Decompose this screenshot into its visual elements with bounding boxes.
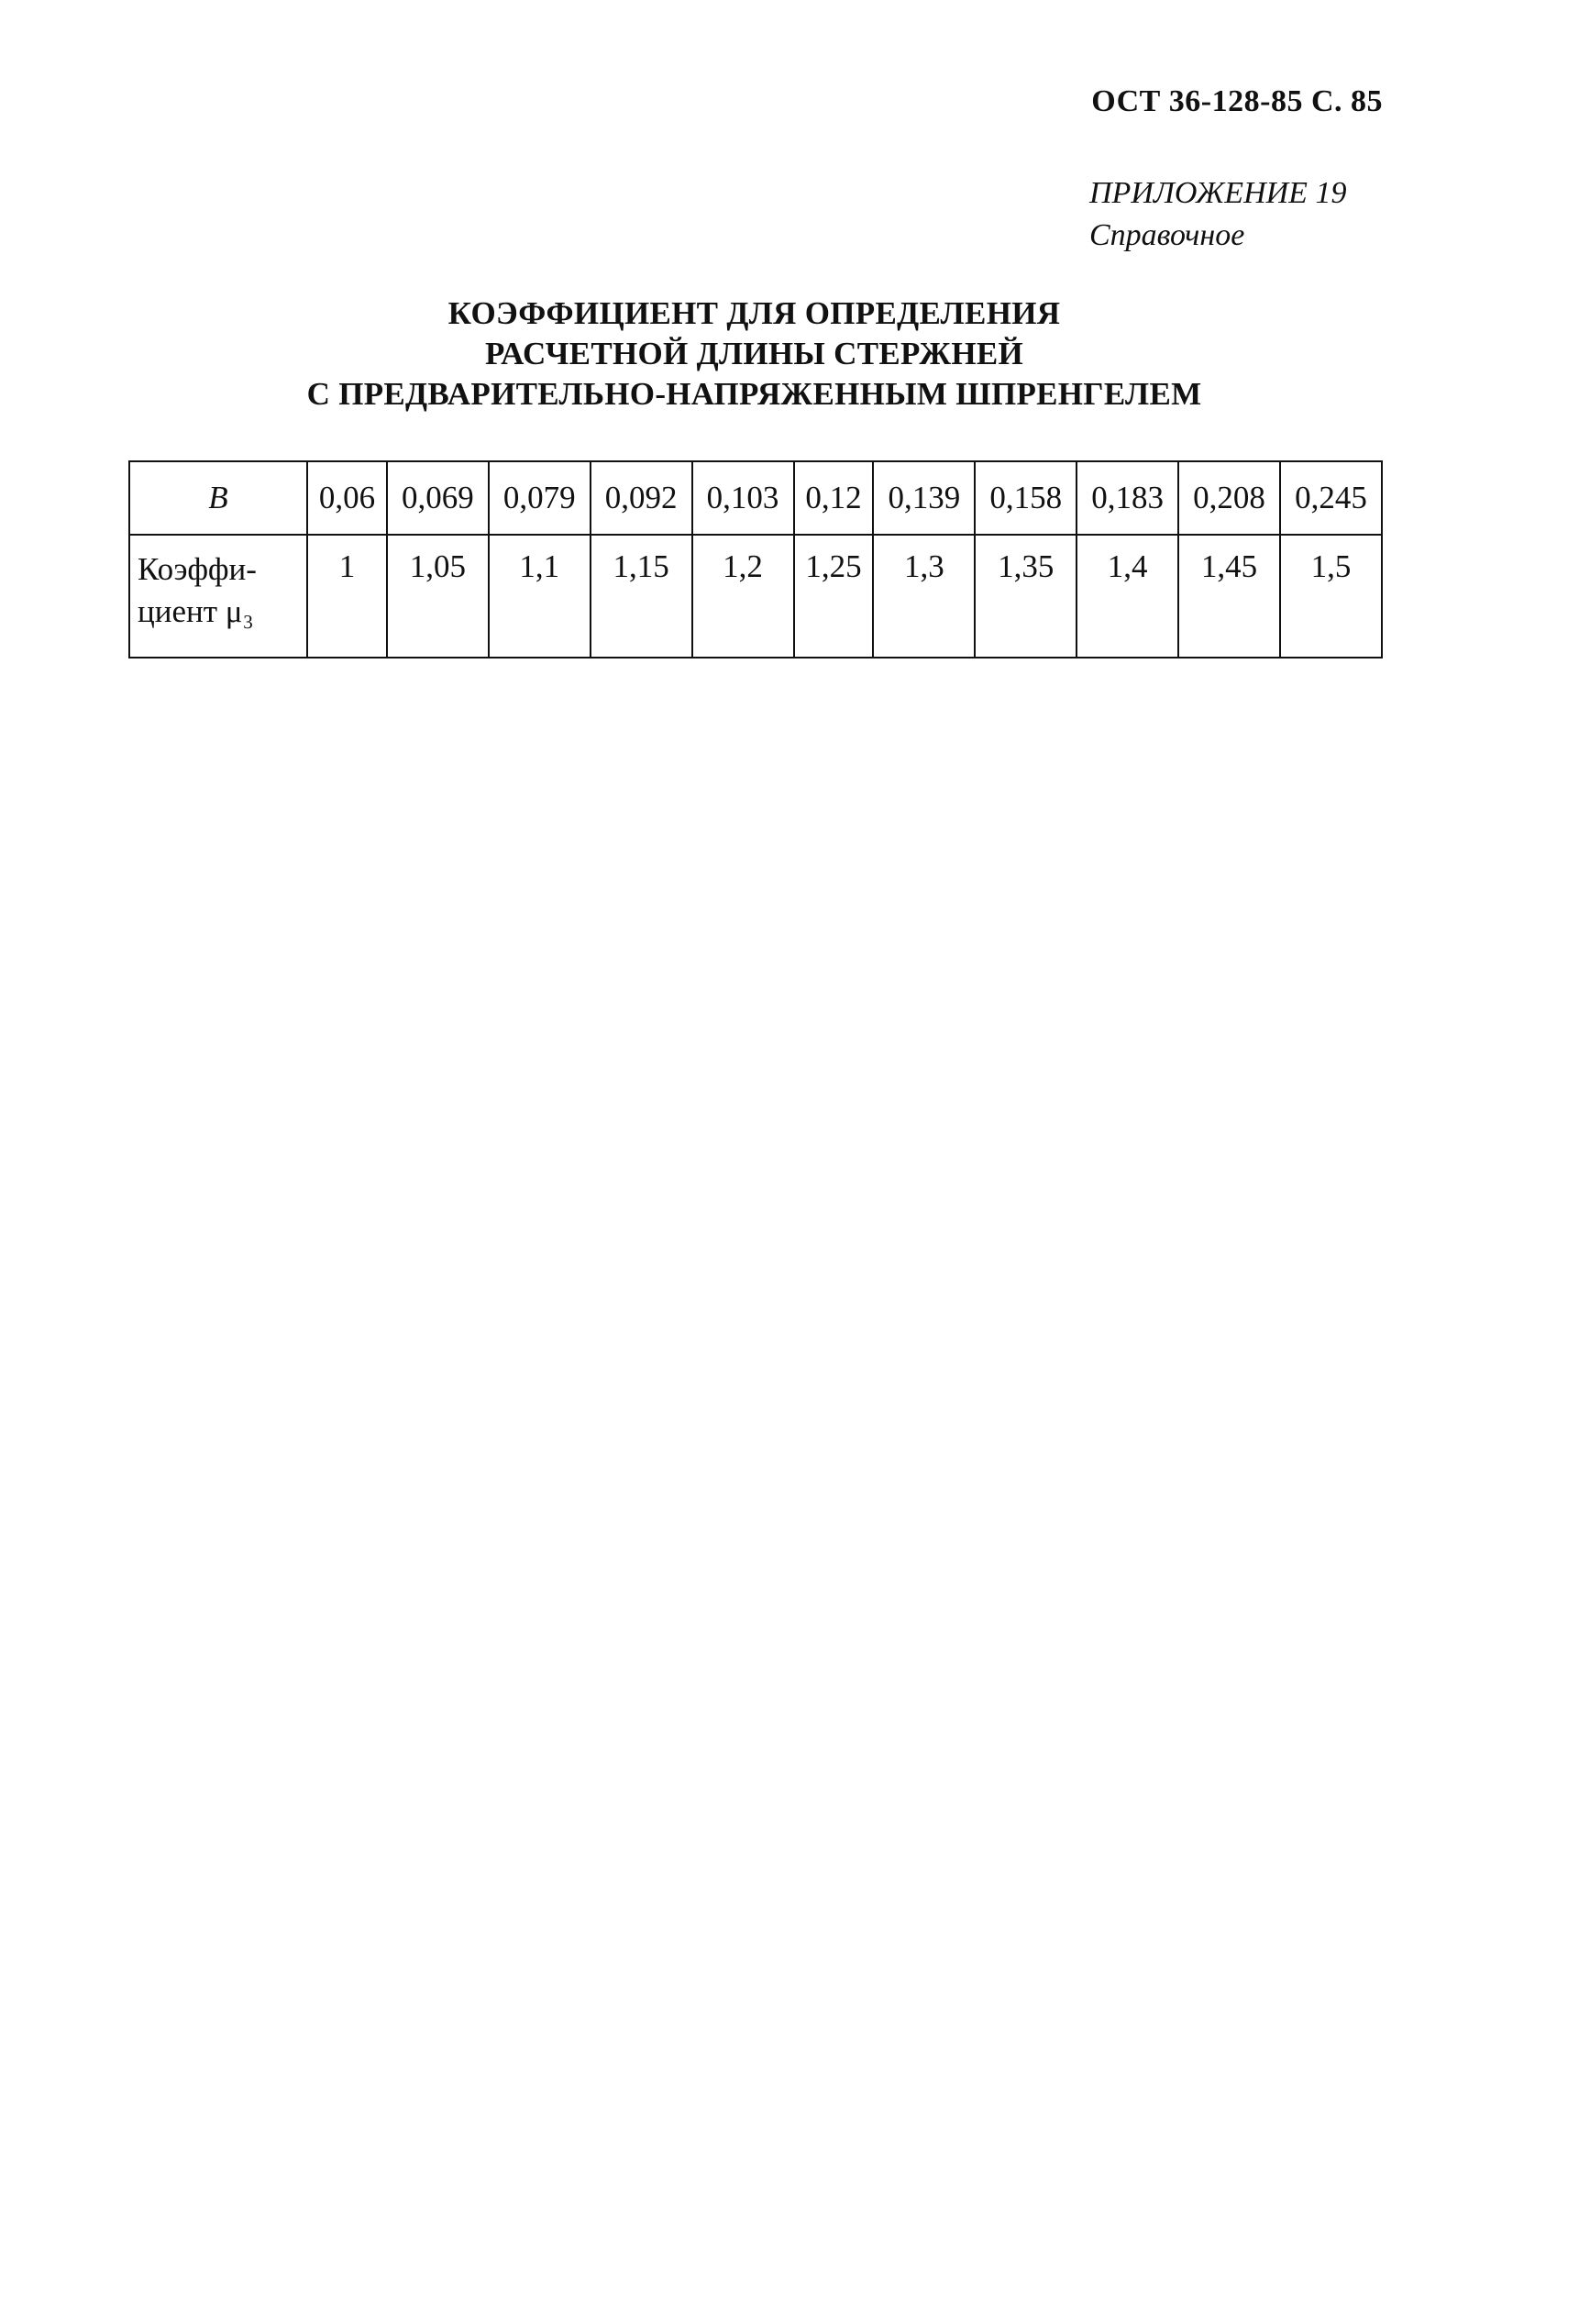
b-value-cell: 0,158 bbox=[975, 461, 1077, 535]
table-row-coefficient bbox=[129, 535, 1382, 658]
coef-value-cell: 1,05 bbox=[387, 535, 489, 658]
b-value-cell: 0,139 bbox=[873, 461, 975, 535]
title-line-2: РАСЧЕТНОЙ ДЛИНЫ СТЕРЖНЕЙ bbox=[484, 336, 1024, 371]
table-row-b bbox=[129, 461, 1382, 535]
b-value-cell: 0,208 bbox=[1178, 461, 1280, 535]
coef-value-cell: 1,45 bbox=[1178, 535, 1280, 658]
coef-value-cell: 1,25 bbox=[794, 535, 874, 658]
b-value-cell: 0,06 bbox=[307, 461, 387, 535]
coef-value-cell: 1,1 bbox=[489, 535, 591, 658]
b-value-cell: 0,079 bbox=[489, 461, 591, 535]
b-value-cell: 0,183 bbox=[1077, 461, 1178, 535]
title-line-3: С ПРЕДВАРИТЕЛЬНО-НАПРЯЖЕННЫМ ШПРЕНГЕЛЕМ bbox=[306, 376, 1202, 412]
coef-value-cell: 1,3 bbox=[873, 535, 975, 658]
b-value-cell: 0,103 bbox=[692, 461, 794, 535]
coef-value-cell: 1,15 bbox=[591, 535, 692, 658]
appendix-block bbox=[1089, 172, 1346, 257]
document-title bbox=[128, 293, 1380, 415]
page-header-doc-ref: ОСТ 36-128-85 С. 85 bbox=[1091, 84, 1383, 118]
appendix-kind: Справочное bbox=[1089, 218, 1245, 252]
b-value-cell: 0,069 bbox=[387, 461, 489, 535]
appendix-label: ПРИЛОЖЕНИЕ 19 bbox=[1089, 176, 1347, 210]
coefficient-table bbox=[128, 460, 1383, 658]
coef-value-cell: 1,5 bbox=[1280, 535, 1382, 658]
coef-value-cell: 1,4 bbox=[1077, 535, 1178, 658]
b-value-cell: 0,092 bbox=[591, 461, 692, 535]
coefficient-label-line-1: Коэффи- bbox=[138, 551, 257, 587]
row-header-coefficient bbox=[129, 535, 307, 658]
b-value-cell: 0,12 bbox=[794, 461, 874, 535]
coef-value-cell: 1 bbox=[307, 535, 387, 658]
row-header-b: B bbox=[129, 461, 307, 535]
title-line-1: КОЭФФИЦИЕНТ ДЛЯ ОПРЕДЕЛЕНИЯ bbox=[447, 295, 1061, 331]
coef-value-cell: 1,35 bbox=[975, 535, 1077, 658]
coefficient-label-line-2: циент μ₃ bbox=[138, 593, 254, 629]
coef-value-cell: 1,2 bbox=[692, 535, 794, 658]
b-value-cell: 0,245 bbox=[1280, 461, 1382, 535]
